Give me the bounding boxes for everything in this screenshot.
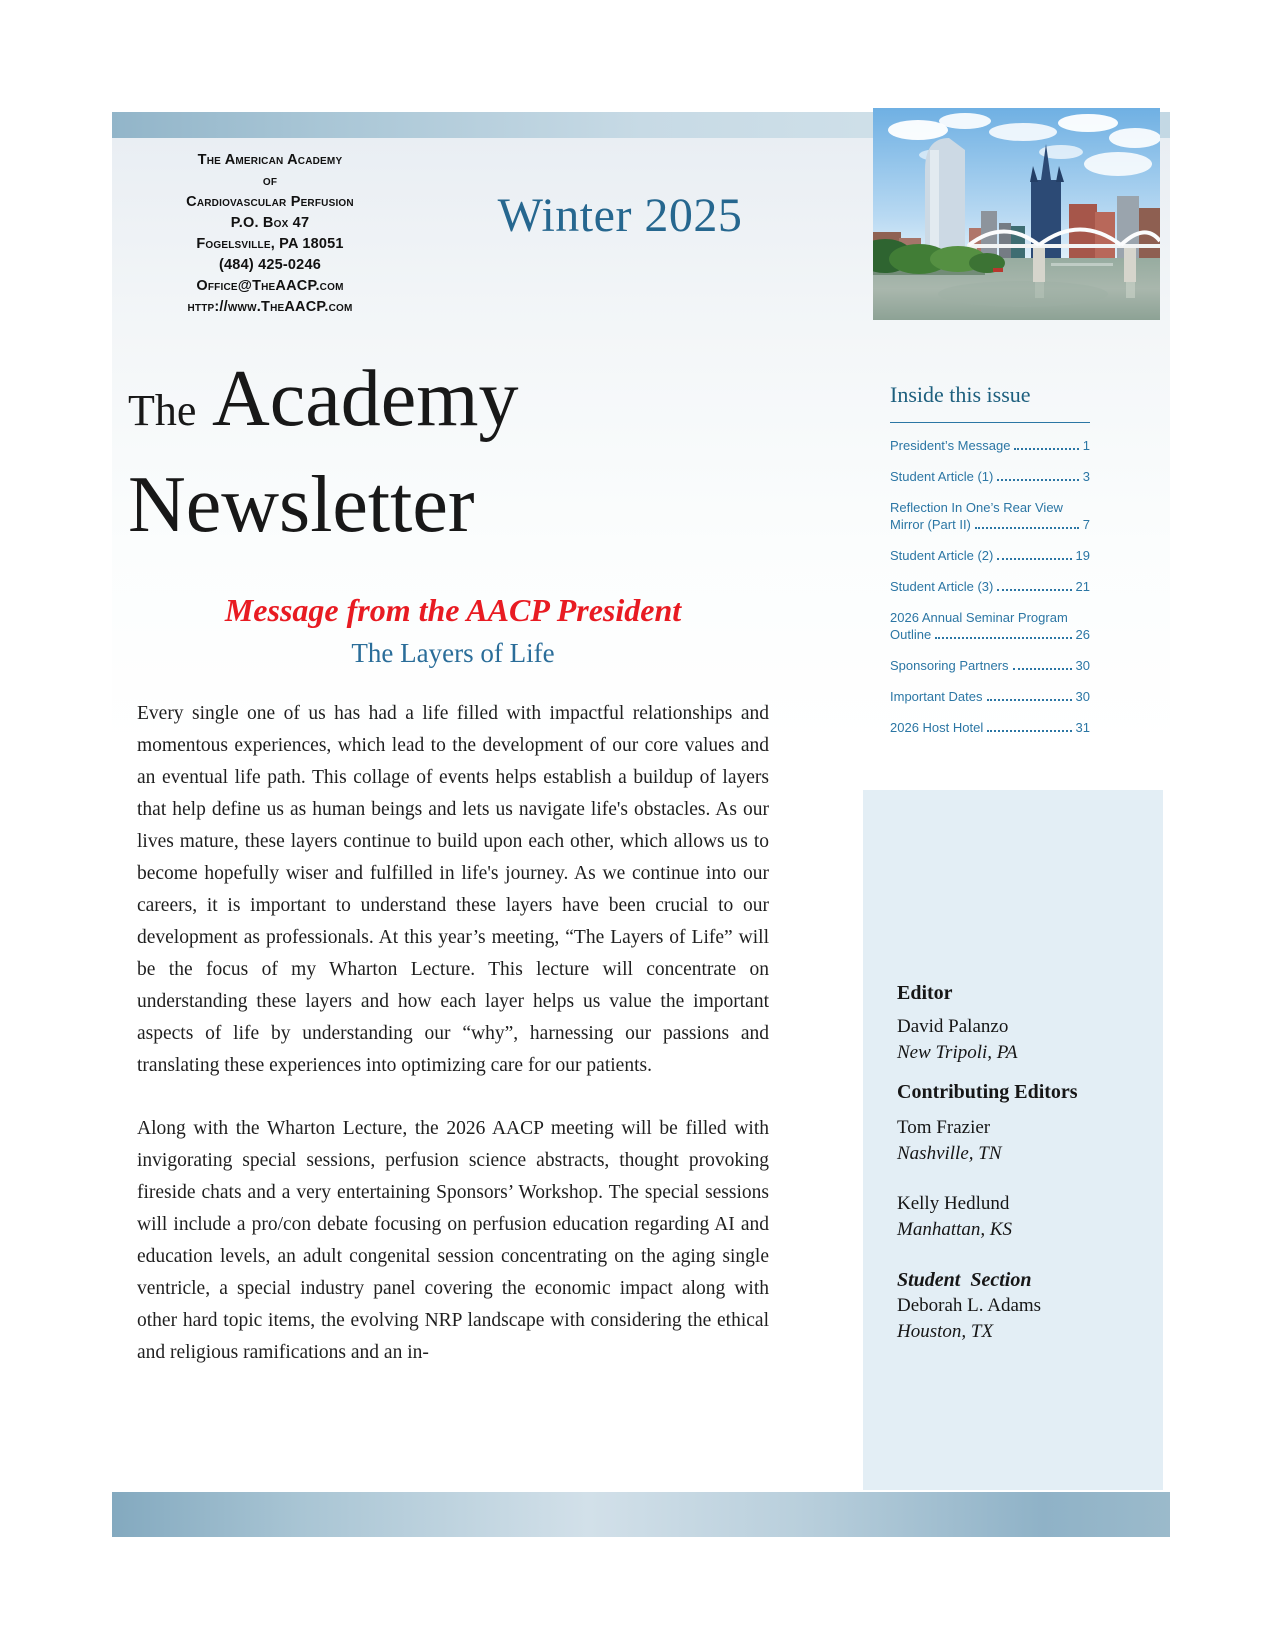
org-name-line-1: The American Academy bbox=[197, 152, 343, 168]
toc-item-host-hotel[interactable]: 2026 Host Hotel 31 bbox=[890, 720, 1090, 735]
editor-location: New Tripoli, PA bbox=[897, 1042, 1018, 1063]
toc-item-student-article-3[interactable]: Student Article (3) 21 bbox=[890, 579, 1090, 594]
skyline-photo bbox=[873, 108, 1160, 320]
student-section-heading: Student Section bbox=[897, 1269, 1032, 1291]
contributing-editor-2 bbox=[897, 1191, 1143, 1243]
org-phone: (484) 425-0246 bbox=[219, 257, 321, 273]
org-website-link[interactable]: http://www.TheAACP.com bbox=[187, 299, 353, 315]
dot-leader bbox=[1013, 668, 1072, 670]
contributing-editor-2-name: Kelly Hedlund bbox=[897, 1193, 1010, 1214]
article-body bbox=[137, 698, 769, 1400]
toc-item-presidents-message[interactable]: President’s Message 1 bbox=[890, 438, 1090, 453]
article-subtitle: The Layers of Life bbox=[351, 638, 555, 668]
toc-item-student-article-2[interactable]: Student Article (2) 19 bbox=[890, 548, 1090, 563]
org-email-link[interactable]: Office@TheAACP.com bbox=[196, 278, 344, 294]
contributing-editors-group bbox=[897, 1079, 1143, 1243]
dot-leader bbox=[997, 479, 1078, 481]
student-section-group bbox=[897, 1267, 1143, 1345]
dot-leader bbox=[997, 558, 1071, 560]
contributing-editor-1 bbox=[897, 1115, 1143, 1167]
student-section-location: Houston, TX bbox=[897, 1321, 994, 1342]
org-name-line-3: Cardiovascular Perfusion bbox=[186, 194, 354, 210]
title-prefix: The bbox=[128, 386, 197, 435]
student-section-name: Deborah L. Adams bbox=[897, 1295, 1042, 1316]
title-word-newsletter: Newsletter bbox=[128, 461, 475, 549]
org-address-block bbox=[120, 150, 420, 318]
toc-item-important-dates[interactable]: Important Dates 30 bbox=[890, 689, 1090, 704]
issue-date: Winter 2025 bbox=[497, 189, 743, 242]
editor-name: David Palanzo bbox=[897, 1016, 1009, 1037]
toc-heading: Inside this issue bbox=[890, 382, 1090, 423]
dot-leader bbox=[997, 589, 1071, 591]
inside-this-issue bbox=[890, 382, 1090, 750]
toc-item-student-article-1[interactable]: Student Article (1) 3 bbox=[890, 469, 1090, 484]
contributing-editor-1-name: Tom Frazier bbox=[897, 1117, 991, 1138]
dot-leader bbox=[987, 730, 1071, 732]
article-paragraph-1: Every single one of us has had a life filled with impactful relationships and momentous experiences, which lead to the development of our core values and an eventual life path. This collage of events helps establish a buildup of layers that help define us as human beings and lets us navigate life's obstacles. As our lives mature, these layers continue to build upon each other, which allows us to become hopefully wiser and fulfilled in life's journey. As we continue into our careers, it is important to understand these layers have been crucial to our development as professionals. At this year’s meeting, “The Layers of Life” will be the focus of my Wharton Lecture. This lecture will concentrate on understanding these layers and how each layer helps us value the important aspects of life by understanding our “why”, harnessing our passions and translating these experiences into optimizing care for our patients. bbox=[137, 703, 769, 1076]
org-name-line-2: of bbox=[262, 173, 278, 189]
toc-item-sponsoring-partners[interactable]: Sponsoring Partners 30 bbox=[890, 658, 1090, 673]
dot-leader bbox=[935, 637, 1071, 639]
dot-leader bbox=[975, 527, 1079, 529]
article-paragraph-2: Along with the Wharton Lecture, the 2026 AACP meeting will be filled with invigorating special sessions, perfusion science abstracts, thought provoking fireside chats and a very entertaining Sponsors’ Workshop. The special sessions will include a pro/con debate focusing on perfusion education regarding AI and education levels, an adult congenital session concentrating on the aging single ventricle, a special industry panel covering the economic impact along with other hard topic items, the evolving NRP landscape with considering the ethical and religious ramifications and an in- bbox=[137, 1118, 769, 1363]
dot-leader bbox=[987, 699, 1072, 701]
org-po-box: P.O. Box 47 bbox=[230, 215, 310, 231]
skyline-photo-image bbox=[873, 108, 1160, 320]
contributing-editor-1-location: Nashville, TN bbox=[897, 1143, 1002, 1164]
org-city-state-zip: Fogelsville, PA 18051 bbox=[196, 236, 344, 252]
contributing-editor-2-location: Manhattan, KS bbox=[897, 1219, 1013, 1240]
toc-item-reflection[interactable]: Reflection In One’s Rear View Mirror (Part II) 7 bbox=[890, 500, 1090, 532]
newsletter-title bbox=[128, 352, 519, 552]
title-line-1 bbox=[128, 352, 519, 458]
toc-item-seminar-program[interactable]: 2026 Annual Seminar Program Outline 26 bbox=[890, 610, 1090, 642]
bottom-accent-bar bbox=[112, 1492, 1170, 1537]
editor-heading: Editor bbox=[897, 982, 953, 1004]
message-heading: Message from the AACP President bbox=[224, 592, 682, 628]
dot-leader bbox=[1014, 448, 1078, 450]
editor-panel bbox=[863, 790, 1163, 1490]
editor-group bbox=[897, 980, 1143, 1066]
title-word-academy: Academy bbox=[212, 355, 519, 443]
contributing-editors-heading: Contributing Editors bbox=[897, 1081, 1078, 1103]
